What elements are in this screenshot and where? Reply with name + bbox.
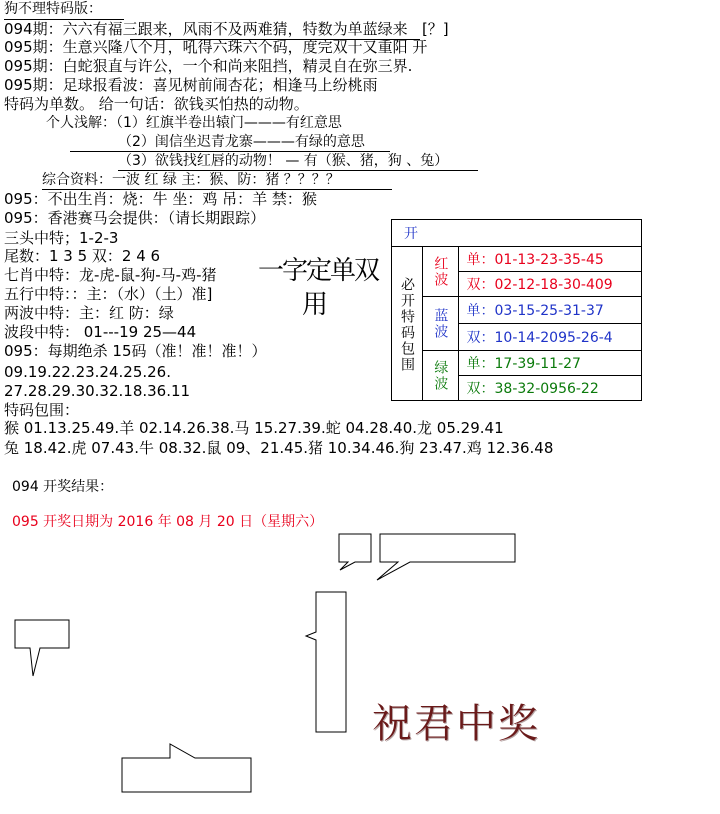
hk-line: 095：香港赛马会提供：（请长期跟踪） xyxy=(4,209,266,227)
red-odd-val: 01-13-23-35-45 xyxy=(494,252,604,268)
blue-odd-key: 单： xyxy=(466,303,495,319)
wish-text: 祝君中奖 xyxy=(372,701,540,747)
two-wave-line: 两波中特：主：红 防：绿 xyxy=(4,304,174,322)
kill-nums-2: 27.28.29.30.32.18.36.11 xyxy=(4,382,191,400)
bao-line-1: 猴 01.13.25.49.羊 02.14.26.38.马 15.27.39.蛇 04.28.40.龙 05.29.41 xyxy=(4,419,504,437)
result-line: 094 开奖结果： xyxy=(12,479,114,495)
kill-line: 095：每期绝杀 15码（准！准！准！） xyxy=(4,342,267,360)
green-odd-val: 17-39-11-27 xyxy=(494,356,581,372)
blue-even-val: 10-14-2095-26-4 xyxy=(494,330,613,346)
callout-tall xyxy=(306,592,346,732)
head3-line: 三头中特；1-2-3 xyxy=(4,229,119,247)
callout-wide xyxy=(377,534,515,580)
explain-1: 个人浅解：（1）红旗半卷出辕门———有红意思 xyxy=(46,115,342,131)
grid-open: 开 xyxy=(392,220,642,247)
page-title: 狗不理特码版： xyxy=(4,1,102,17)
explain-2: （2）闺信坐迟青龙寨———有绿的意思 xyxy=(118,134,365,150)
line-095a: 095期：生意兴隆八个月，吼得六珠六个码，度完双十又重阳 开 xyxy=(4,38,428,56)
red-odd-key: 单： xyxy=(466,252,495,268)
stamp-sub: 用 xyxy=(302,290,329,320)
seven-line: 七肖中特：龙-虎-鼠-狗-马-鸡-猪 xyxy=(4,266,217,284)
zodiac-line: 095：不出生肖：烧：牛 坐：鸡 吊：羊 禁：猴 xyxy=(4,190,317,208)
blue-odd-val: 03-15-25-31-37 xyxy=(494,303,604,319)
callout-small xyxy=(339,534,371,570)
green-even-key: 双： xyxy=(466,381,495,397)
line-single: 特码为单数。 给一句话：欲钱买怕热的动物。 xyxy=(4,95,309,113)
line-095b: 095期：白蛇狠直与许公，一个和尚来阻挡，精灵自在弥三界. xyxy=(4,57,413,75)
kill-nums-1: 09.19.22.23.24.25.26. xyxy=(4,363,171,381)
stamp-main: 一字定单双 xyxy=(258,256,379,286)
green-even-val: 38-32-0956-22 xyxy=(494,381,599,397)
line-094-text: 094期：六六有福三跟来，风雨不及两难猜，特数为单蓝绿来 xyxy=(4,20,408,38)
line-095c: 095期：足球报看波：喜见树前闹杏花；相逢马上纷桃雨 xyxy=(4,76,378,94)
line-094-tag: [？] xyxy=(421,20,449,38)
band-line: 波段中特： 01---19 25—44 xyxy=(4,323,197,341)
group-green-label: 绿波 xyxy=(432,359,449,392)
group-blue-label: 蓝波 xyxy=(432,307,449,340)
red-even-val: 02-12-18-30-409 xyxy=(494,277,613,293)
five-line: 五行中特：：主：（水）（土）准] xyxy=(4,285,213,303)
explain-3: （3）欲钱找红唇的动物！ — 有（猴、猪，狗 、兔） xyxy=(118,153,449,169)
tail-line: 尾数：1 3 5 双：2 4 6 xyxy=(4,247,161,265)
group-red-label: 红波 xyxy=(432,255,449,288)
bao-line-2: 兔 18.42.虎 07.43.牛 08.32.鼠 09、21.45.猪 10.34.46.狗 23.47.鸡 12.36.48 xyxy=(4,439,554,457)
grid-side-label: 必开特码包围 xyxy=(399,277,416,373)
blue-even-key: 双： xyxy=(466,330,495,346)
red-even-key: 双： xyxy=(466,277,495,293)
summary: 综合资料：一波 红 绿 主：猴、防：猪 ？？？？ xyxy=(42,172,340,188)
green-odd-key: 单： xyxy=(466,356,495,372)
callout-left xyxy=(15,620,69,676)
bao-title: 特码包围： xyxy=(4,401,80,419)
date-line: 095 开奖日期为 2016 年 08 月 20 日（星期六） xyxy=(12,514,324,530)
callout-bottom xyxy=(122,744,251,792)
